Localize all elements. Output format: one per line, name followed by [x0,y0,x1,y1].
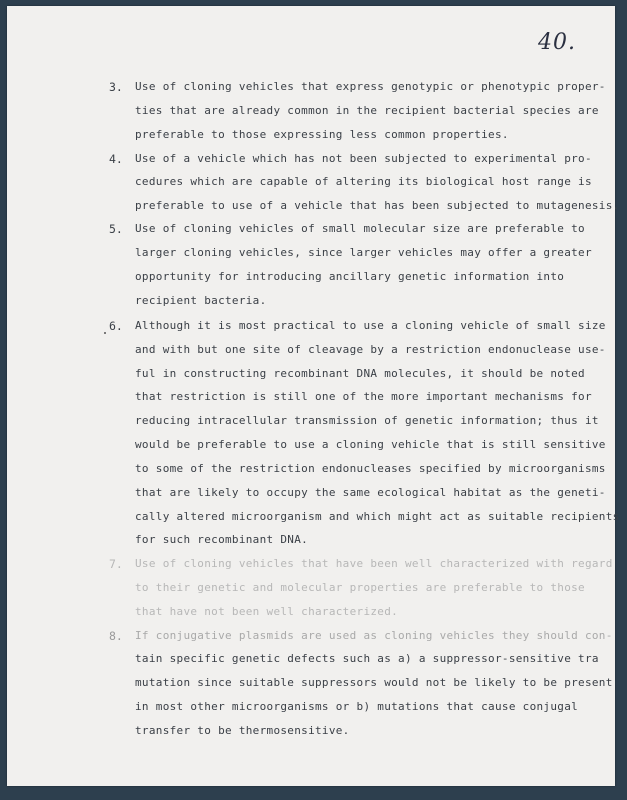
text-line: would be preferable to use a cloning vehicle that is still sensitive [135,438,606,451]
item-number: 3. [109,80,123,94]
text-line: tain specific genetic defects such as a) a suppressor-sensitive tra [135,652,599,665]
text-line: that have not been well characterized. [135,605,399,618]
text-line: that are likely to occupy the same ecological habitat as the geneti- [135,486,606,499]
text-line: ties that are already common in the recipient bacterial species are [135,104,599,117]
text-line: larger cloning vehicles, since larger vehicles may offer a greater [135,246,592,259]
text-line: mutation since suitable suppressors would not be likely to be present [135,676,613,689]
text-line: Although it is most practical to use a cloning vehicle of small size [135,319,606,332]
text-line: in most other microorganisms or b) mutations that cause conjugal [135,700,579,713]
text-line: Use of a vehicle which has not been subjected to experimental pro- [135,152,592,165]
text-line: cally altered microorganism and which might act as suitable recipients [135,510,620,523]
text-line: preferable to use of a vehicle that has been subjected to mutagenesis. [135,199,620,212]
text-line: preferable to those expressing less common properties. [135,128,509,141]
text-line: to their genetic and molecular properties are preferable to those [135,581,585,594]
text-line: for such recombinant DNA. [135,533,309,546]
ink-speck [104,332,106,334]
text-line: If conjugative plasmids are used as cloning vehicles they should con- [135,629,613,642]
text-line: ful in constructing recombinant DNA molecules, it should be noted [135,367,585,380]
text-line: Use of cloning vehicles of small molecular size are preferable to [135,222,585,235]
text-line: transfer to be thermosensitive. [135,724,350,737]
text-line: recipient bacteria. [135,294,267,307]
item-number: 7. [109,557,123,571]
text-line: Use of cloning vehicles that have been well characterized with regard [135,557,613,570]
item-number: 4. [109,152,123,166]
item-number: 6. [109,319,123,333]
item-number: 8. [109,629,123,643]
text-line: that restriction is still one of the more important mechanisms for [135,390,592,403]
text-line: to some of the restriction endonucleases specified by microorganisms [135,462,606,475]
text-line: cedures which are capable of altering its biological host range is [135,175,592,188]
text-line: and with but one site of cleavage by a restriction endonuclease use- [135,343,606,356]
page-number: 40. [538,30,576,55]
text-line: reducing intracellular transmission of genetic information; thus it [135,414,599,427]
item-number: 5. [109,222,123,236]
text-line: Use of cloning vehicles that express genotypic or phenotypic proper- [135,80,606,93]
text-line: opportunity for introducing ancillary genetic information into [135,270,565,283]
